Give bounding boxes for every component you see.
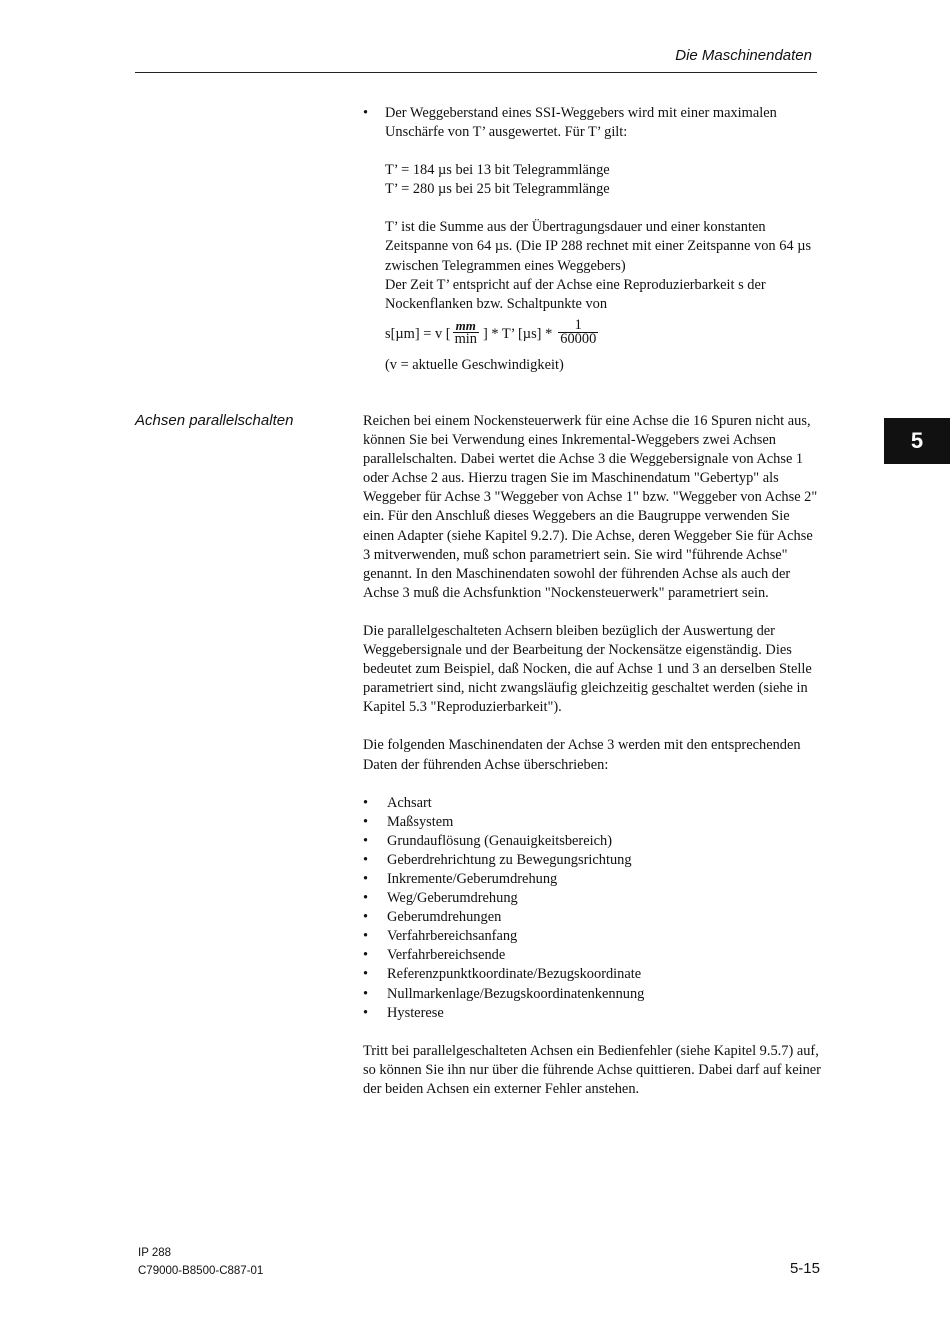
- bullet-icon: •: [363, 832, 369, 849]
- list-item: • Nullmarkenlage/Bezugskoordinatenkennung: [363, 985, 823, 1004]
- bullet-icon: •: [363, 909, 369, 926]
- list-item: • Geberdrehrichtung zu Bewegungsrichtung: [363, 851, 823, 870]
- formula-fraction-factor: [558, 319, 598, 346]
- reproducibility-text: Der Zeit T’ entspricht auf der Achse eine Reproduzierbarkeit s der Nockenflanken bzw. Schaltpunkte von: [385, 276, 766, 312]
- bullet-icon: •: [363, 966, 369, 983]
- section-body: [363, 412, 823, 1099]
- formula-fraction-speed: [453, 319, 479, 346]
- bullet-icon: •: [363, 870, 369, 887]
- reproducibility-formula: [385, 314, 823, 356]
- fraction-numerator: mm: [455, 318, 476, 334]
- list-item: • Hysterese: [363, 1004, 823, 1023]
- list-item: • Inkremente/Geberumdrehung: [363, 870, 823, 889]
- list-item: • Verfahrbereichsende: [363, 946, 823, 965]
- bullet-icon: •: [363, 851, 369, 868]
- bullet-icon: •: [363, 794, 369, 811]
- formula-lhs: s[µm] = v [: [385, 326, 451, 343]
- formula-mid: ] * T’ [µs] *: [482, 326, 553, 343]
- list-item: • Geberumdrehungen: [363, 908, 823, 927]
- intro-bullet-item: [363, 104, 823, 142]
- page-number: 5-15: [789, 1260, 820, 1277]
- list-item: • Weg/Geberumdrehung: [363, 889, 823, 908]
- overwritten-data-list: [363, 794, 823, 1023]
- fraction-numerator: 1: [574, 317, 582, 334]
- fraction-denominator: 60000: [560, 331, 597, 348]
- footer-doc-number: C79000-B8500-C887-01: [138, 1265, 264, 1277]
- list-item: • Maßsystem: [363, 813, 823, 832]
- bullet-icon: •: [363, 1004, 369, 1021]
- chapter-tab: 5: [884, 418, 950, 464]
- header-divider: [135, 72, 817, 73]
- bullet-icon: •: [363, 947, 369, 964]
- intro-block: [363, 104, 823, 375]
- list-item: • Verfahrbereichsanfang: [363, 927, 823, 946]
- bullet-icon: •: [363, 928, 369, 945]
- fraction-denominator: min: [454, 331, 477, 348]
- footer-product-info: [138, 1244, 263, 1280]
- list-item: • Achsart: [363, 794, 823, 813]
- list-item: • Referenzpunktkoordinate/Bezugskoordinate: [363, 965, 823, 984]
- bullet-icon: •: [363, 985, 369, 1002]
- section-paragraph-1: Reichen bei einem Nockensteuerwerk für eine Achse die 16 Spuren nicht aus, können Sie bei Verwendung eines Inkremental-Weggebers zwei Achsen parallelschalten. Dabei wertet die Achse 3 die Weggebersignale von Achse 1 oder Achse 2 aus. Hierzu tragen Sie im Maschinendatum "Gebertyp" als Weggeber für Achse 3 "Weggeber von Achse 1" bzw. "Weggeber von Achse 2" ein. Für den Anschluß dieses Weggebers an die Baugruppe verwenden Sie einen Adapter (siehe Kapitel 9.2.7). Die Achse, deren Weggeber Sie für Achse 3 mitverwenden, muß schon parametriert sein. Sie wird "führende Achse" genannt. In den Maschinendaten sowohl der führenden Achse als auch der Achse 3 muß die Achsfunktion "Nockensteuerwerk" parametriert sein.: [363, 413, 818, 601]
- section-paragraph-4: Tritt bei parallelgeschalteten Achsen ein Bedienfehler (siehe Kapitel 9.5.7) auf, so können Sie ihn nur über die führende Achse quittieren. Dabei darf auf keiner der beiden Achsen ein externer Fehler anstehen.: [363, 1042, 821, 1097]
- section-paragraph-2: Die parallelgeschalteten Achsern bleiben bezüglich der Auswertung der Weggebersignale und der Bearbeitung der Nockensätze eigenständig. Dies bedeutet zum Beispiel, daß Nocken, die auf Achse 1 und 3 an derselben Stelle parametriert sind, nicht zwangsläufig gleichzeitig geschaltet werden (siehe in Kapitel 5.3 "Reproduzierbarkeit").: [363, 622, 812, 716]
- t-line-13bit: T’ = 184 µs bei 13 bit Telegrammlänge: [385, 162, 610, 179]
- footer-product: IP 288: [138, 1247, 172, 1259]
- bullet-icon: •: [363, 813, 369, 830]
- formula-note: (v = aktuelle Geschwindigkeit): [385, 356, 564, 373]
- bullet-icon: •: [363, 105, 369, 121]
- section-paragraph-3: Die folgenden Maschinendaten der Achse 3 werden mit den entsprechenden Daten der führenden Achse überschrieben:: [363, 737, 801, 773]
- t-explanation: T’ ist die Summe aus der Übertragungsdauer und einer konstanten Zeitspanne von 64 µs. (Die IP 288 rechnet mit einer Zeitspanne von 64 µs zwischen Telegrammen eines Weggebers): [385, 219, 812, 274]
- intro-bullet-text: Der Weggeberstand eines SSI-Weggebers wird mit einer maximalen Unschärfe von T’ ausgewertet. Für T’ gilt:: [385, 105, 777, 141]
- list-item: • Grundauflösung (Genauigkeitsbereich): [363, 832, 823, 851]
- section-side-heading: Achsen parallelschalten: [135, 412, 294, 429]
- bullet-icon: •: [363, 890, 369, 907]
- t-line-25bit: T’ = 280 µs bei 25 bit Telegrammlänge: [385, 181, 610, 198]
- page-header-title: Die Maschinendaten: [675, 47, 812, 64]
